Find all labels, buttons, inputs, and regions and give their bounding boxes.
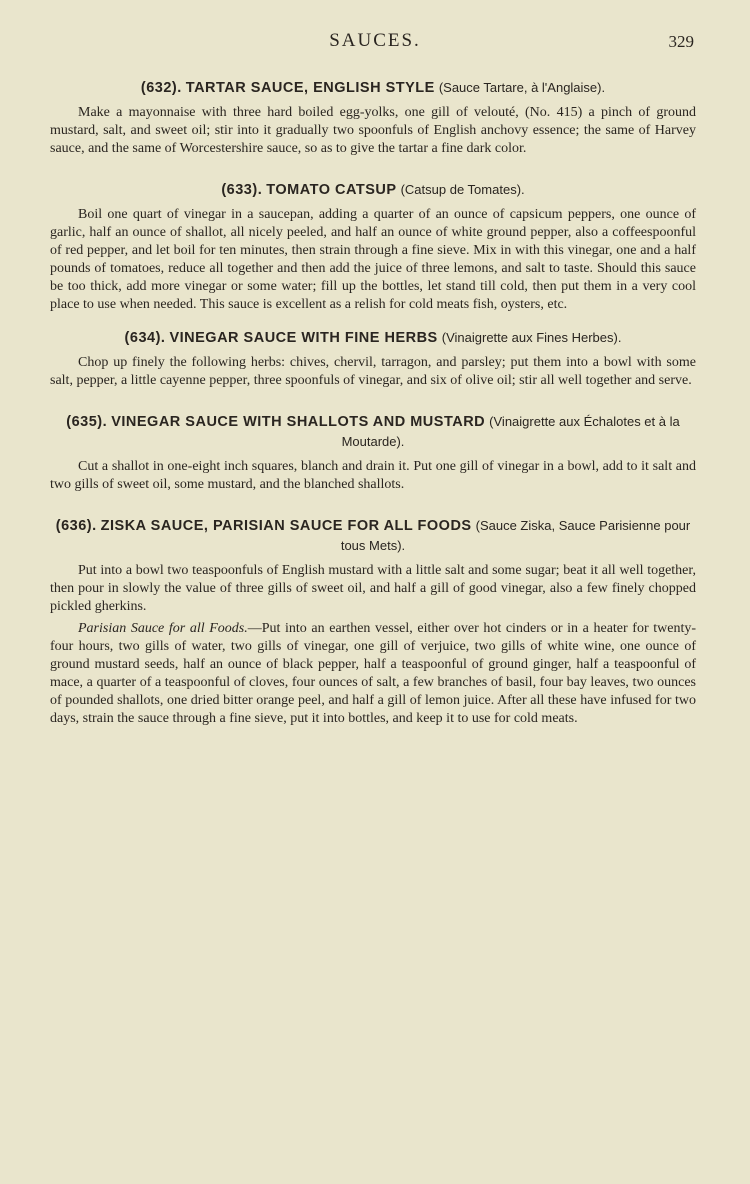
- recipe-633: [50, 180, 696, 314]
- variant-lead: Parisian Sauce for all Foods.: [78, 621, 248, 636]
- recipe-title: VINEGAR SAUCE WITH SHALLOTS AND MUSTARD: [111, 414, 486, 430]
- recipe-paragraph: Make a mayonnaise with three hard boiled egg-yolks, one gill of velouté, (No. 415) a pinch of ground mustard, salt, and sweet oil; stir into it gradually two spoonfuls of English anchovy essence; the same of Harvey sauce, and the same of Worcestershire sauce, so as to give the tartar a fine dark color.: [50, 105, 696, 156]
- recipe-subtitle: (Catsup de Tomates).: [400, 182, 525, 197]
- recipe-subtitle: (Sauce Tartare, à l'Anglaise).: [438, 80, 606, 95]
- recipe-636: [50, 516, 696, 728]
- recipe-heading: [50, 328, 696, 348]
- recipe-paragraph: Cut a shallot in one-eight inch squares, blanch and drain it. Put one gill of vinegar in a bowl, add to it salt and two gills of sweet oil, some mustard, and the blanched shallots.: [50, 459, 696, 492]
- running-head: [0, 30, 750, 54]
- recipe-heading: [50, 78, 696, 98]
- recipe-number: (632).: [140, 80, 182, 96]
- recipe-number: (635).: [66, 414, 108, 430]
- recipe-heading: [50, 180, 696, 200]
- recipe-subtitle: (Vinaigrette aux Échalotes et à la Moutarde).: [341, 414, 680, 449]
- recipe-number: (634).: [124, 330, 166, 346]
- recipe-title: TOMATO CATSUP: [266, 182, 397, 198]
- recipe-title: TARTAR SAUCE, ENGLISH STYLE: [185, 80, 435, 96]
- recipe-paragraph: Boil one quart of vinegar in a saucepan, adding a quarter of an ounce of capsicum peppers, one ounce of garlic, half an ounce of shallot, all nicely peeled, and half an ounce of white ground pepper, also a coffeespoonful of red pepper, and let boil for ten minutes, then strain through a fine sieve. Mix in with this vinegar, one and a half pounds of tomatoes, reduce all together and then add the juice of three lemons, and salt to taste. Should this sauce be too thick, add more vinegar or some water; fill up the bottles, let stand till cold, then put them in a very cool place to use when needed. This sauce is excellent as a relish for cold meats fish, oysters, etc.: [50, 207, 696, 312]
- running-title: SAUCES.: [329, 30, 421, 51]
- recipe-paragraph: Put into a bowl two teaspoonfuls of English mustard with a little salt and some sugar; beat it all well together, then pour in slowly the value of three gills of sweet oil, and half a gill of good vinegar, also a few finely chopped pickled gherkins.: [50, 563, 696, 614]
- recipe-heading: [50, 516, 696, 556]
- recipe-heading: [50, 412, 696, 452]
- recipe-paragraph-variant: [50, 620, 696, 728]
- recipe-subtitle: (Sauce Ziska, Sauce Parisienne pour tous Mets).: [340, 518, 691, 553]
- page-number: 329: [668, 32, 694, 51]
- recipe-632: [50, 78, 696, 158]
- variant-text: —Put into an earthen vessel, either over hot cinders or in a heater for twenty-four hours, two gills of water, two gills of vinegar, one gill of verjuice, two gills of white wine, one ounce of ground mustard seeds, half an ounce of black pepper, half a teaspoonful of ground ginger, half a teaspoonful of mace, a quarter of a teaspoonful of cloves, four ounces of salt, a few branches of basil, four bay leaves, two ounces of pounded shallots, one dried bitter orange peel, and half a gill of lemon juice. After all these have infused for two days, strain the sauce through a fine sieve, put it into bottles, and keep it to use for cold meats.: [50, 621, 697, 726]
- recipe-subtitle: (Vinaigrette aux Fines Herbes).: [441, 330, 622, 345]
- recipe-title: VINEGAR SAUCE WITH FINE HERBS: [169, 330, 438, 346]
- recipe-title: ZISKA SAUCE, PARISIAN SAUCE FOR ALL FOODS: [100, 518, 472, 534]
- recipe-number: (633).: [221, 182, 263, 198]
- recipe-635: [50, 412, 696, 494]
- recipe-634: [50, 328, 696, 390]
- page-content: [50, 70, 696, 728]
- recipe-number: (636).: [55, 518, 97, 534]
- recipe-paragraph: Chop up finely the following herbs: chives, chervil, tarragon, and parsley; put them into a bowl with some salt, pepper, a little cayenne pepper, three spoonfuls of vinegar, and six of olive oil; stir all well together and serve.: [50, 355, 696, 388]
